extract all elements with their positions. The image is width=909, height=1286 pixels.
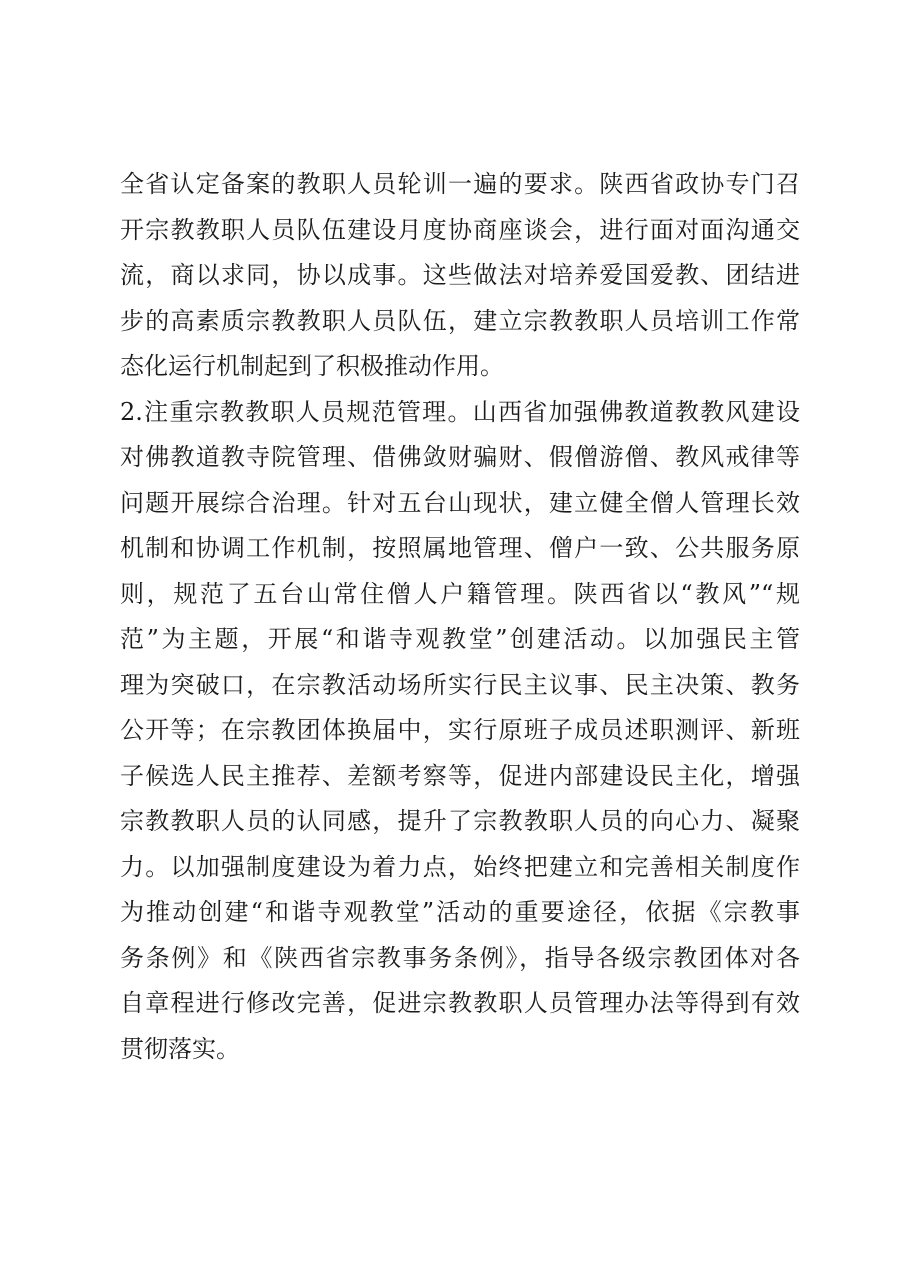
text-line: 务条例》和《陕西省宗教事务条例》，指导各级宗教团体对各	[120, 943, 800, 972]
body-text	[120, 162, 800, 1072]
text-line: 步的高素质宗教教职人员队伍，建立宗教教职人员培训工作常	[120, 306, 800, 335]
text-line: 开宗教教职人员队伍建设月度协商座谈会，进行面对面沟通交	[120, 215, 800, 244]
text-line: 子候选人民主推荐、差额考察等，促进内部建设民主化，增强	[120, 761, 800, 790]
text-line: 贯彻落实。	[120, 1034, 240, 1063]
text-line: 公开等；在宗教团体换届中，实行原班子成员述职测评、新班	[120, 716, 800, 744]
text-line: 全省认定备案的教职人员轮训一遍的要求。陕西省政协专门召	[120, 170, 800, 198]
text-line: 宗教教职人员的认同感，提升了宗教教职人员的向心力、凝聚	[120, 807, 800, 835]
text-line: 2.注重宗教教职人员规范管理。山西省加强佛教道教教风建设	[120, 397, 800, 426]
text-line: 对佛教道教寺院管理、借佛敛财骗财、假僧游僧、教风戒律等	[120, 443, 800, 471]
text-line: 范”为主题，开展“和谐寺观教堂”创建活动。以加强民主管	[120, 625, 800, 653]
text-line: 为推动创建“和谐寺观教堂”活动的重要途径，依据《宗教事	[120, 898, 800, 926]
text-line: 力。以加强制度建设为着力点，始终把建立和完善相关制度作	[120, 852, 800, 881]
text-line: 理为突破口，在宗教活动场所实行民主议事、民主决策、教务	[120, 670, 800, 699]
text-line: 自章程进行修改完善，促进宗教教职人员管理办法等得到有效	[120, 989, 800, 1017]
text-line: 机制和协调工作机制，按照属地管理、僧户一致、公共服务原	[120, 534, 800, 562]
text-line: 流，商以求同，协以成事。这些做法对培养爱国爱教、团结进	[120, 261, 800, 289]
text-line: 则，规范了五台山常住僧人户籍管理。陕西省以“教风”“规	[120, 579, 800, 608]
text-line: 问题开展综合治理。针对五台山现状，建立健全僧人管理长效	[120, 488, 800, 517]
text-line: 态化运行机制起到了积极推动作用。	[120, 352, 504, 380]
